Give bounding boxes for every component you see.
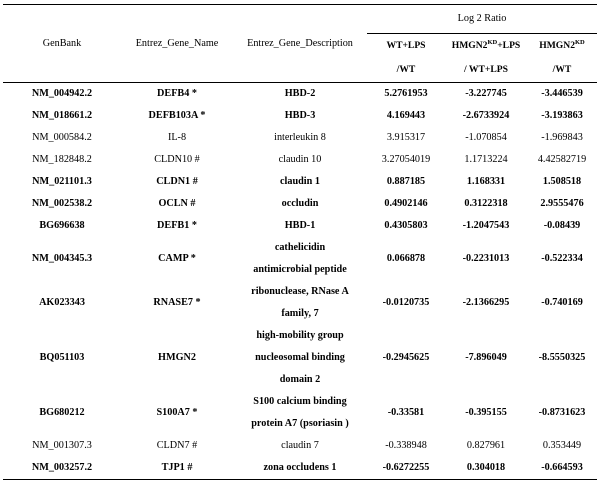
cell-ratio-hmgn2kd: -0.8731623 xyxy=(538,407,586,418)
cell-genbank: NM_004345.3 xyxy=(31,253,93,264)
cell-gene-description xyxy=(233,149,367,171)
cell-gene-description xyxy=(233,391,367,435)
cell-ratio-hmgn2kd-lps: -7.896049 xyxy=(465,352,507,363)
cell-gene-name: HMGN2 xyxy=(158,352,196,363)
description-line: interleukin 8 xyxy=(274,132,326,143)
cell-gene-name: OCLN # xyxy=(158,198,196,209)
cell-genbank: BG680212 xyxy=(39,407,85,418)
header-log2-ratio: Log 2 Ratio xyxy=(367,5,597,34)
cell-ratio-wt-lps: 0.4305803 xyxy=(384,220,428,231)
cell-ratio-hmgn2kd: -8.5550325 xyxy=(538,352,586,363)
header-genbank: GenBank xyxy=(3,5,121,83)
cell-gene-name: DEFB4 * xyxy=(157,88,197,99)
cell-ratio-wt-lps: 4.169443 xyxy=(386,110,426,121)
cell-ratio-wt-lps: 3.27054019 xyxy=(381,154,431,165)
cell-ratio-hmgn2kd-lps: 1.1713224 xyxy=(464,154,508,165)
table-row xyxy=(3,127,597,149)
cell-gene-name: RNASE7 * xyxy=(153,297,201,308)
cell-genbank: NM_002538.2 xyxy=(31,198,93,209)
description-line: HBD-2 xyxy=(284,88,316,99)
cell-gene-description xyxy=(233,215,367,237)
cell-genbank: NM_018661.2 xyxy=(31,110,93,121)
cell-ratio-wt-lps: -0.2945625 xyxy=(382,352,430,363)
cell-gene-name: CLDN10 # xyxy=(154,154,200,165)
cell-gene-name: CLDN7 # xyxy=(156,440,198,451)
cell-ratio-hmgn2kd: -0.522334 xyxy=(541,253,583,264)
cell-ratio-hmgn2kd-lps: -2.1366295 xyxy=(462,297,510,308)
cell-ratio-hmgn2kd-lps: 0.827961 xyxy=(466,440,506,451)
cell-ratio-hmgn2kd-lps: -3.227745 xyxy=(465,88,507,99)
cell-gene-name: IL-8 xyxy=(167,132,187,143)
description-line: nucleosomal binding xyxy=(255,352,345,363)
cell-genbank: NM_000584.2 xyxy=(32,132,92,143)
cell-ratio-hmgn2kd-lps: -2.6733924 xyxy=(462,110,510,121)
cell-gene-name: CAMP * xyxy=(158,253,196,264)
description-line: claudin 1 xyxy=(280,176,320,187)
cell-gene-description xyxy=(233,457,367,480)
table-row xyxy=(3,237,597,281)
header-hmgn2kd-lps-prefix: HMGN2 xyxy=(451,40,488,51)
cell-gene-description xyxy=(233,325,367,391)
cell-gene-name: TJP1 # xyxy=(121,457,233,480)
header-hmgn2kd-lps-denominator: / WT+LPS xyxy=(445,58,527,83)
header-hmgn2kd-prefix: HMGN2 xyxy=(539,40,575,51)
cell-genbank: BG696638 xyxy=(39,220,85,231)
description-line: high-mobility group xyxy=(256,330,344,341)
table-row xyxy=(3,193,597,215)
cell-gene-description xyxy=(233,193,367,215)
table-body xyxy=(3,83,597,480)
cell-genbank: NM_182848.2 xyxy=(32,154,92,165)
header-hmgn2kd-sup: KD xyxy=(575,38,585,46)
description-line: protein A7 (psoriasin ) xyxy=(251,418,349,429)
description-line: zona occludens 1 xyxy=(263,462,337,473)
cell-gene-description xyxy=(233,435,367,457)
table-row xyxy=(3,391,597,435)
cell-ratio-hmgn2kd-lps: 0.304018 xyxy=(445,457,527,480)
cell-gene-description xyxy=(233,281,367,325)
cell-gene-name: DEFB1 * xyxy=(157,220,197,231)
header-wt-lps-denominator: /WT xyxy=(367,58,445,83)
cell-ratio-hmgn2kd-lps: -1.070854 xyxy=(465,132,507,143)
cell-ratio-hmgn2kd: -3.193863 xyxy=(541,110,583,121)
cell-ratio-wt-lps: 5.2761953 xyxy=(384,88,428,99)
cell-ratio-hmgn2kd: -1.969843 xyxy=(541,132,583,143)
cell-genbank: NM_021101.3 xyxy=(32,176,92,187)
cell-ratio-hmgn2kd: -0.740169 xyxy=(541,297,583,308)
description-line: occludin xyxy=(281,198,319,209)
description-line: domain 2 xyxy=(279,374,321,385)
cell-ratio-hmgn2kd-lps: -1.2047543 xyxy=(462,220,510,231)
cell-genbank: AK023343 xyxy=(39,297,85,308)
cell-gene-name: DEFB103A * xyxy=(148,110,206,121)
table-row xyxy=(3,457,597,480)
cell-ratio-hmgn2kd: 0.353449 xyxy=(542,440,582,451)
table-row xyxy=(3,149,597,171)
description-line: claudin 10 xyxy=(278,154,322,165)
header-hmgn2kd-lps xyxy=(445,34,527,59)
table-row xyxy=(3,435,597,457)
table-row xyxy=(3,215,597,237)
cell-ratio-hmgn2kd: -3.446539 xyxy=(541,88,583,99)
table-row xyxy=(3,105,597,127)
description-line: claudin 7 xyxy=(281,440,319,451)
header-hmgn2kd-lps-sup: KD xyxy=(487,38,498,46)
cell-gene-description xyxy=(233,105,367,127)
gene-table-container xyxy=(3,4,597,480)
cell-gene-description xyxy=(233,83,367,106)
cell-gene-description xyxy=(233,127,367,149)
cell-ratio-hmgn2kd-lps: 0.3122318 xyxy=(464,198,508,209)
table-row xyxy=(3,325,597,391)
header-hmgn2kd xyxy=(527,34,597,59)
cell-ratio-hmgn2kd: 2.9555476 xyxy=(540,198,584,209)
cell-ratio-hmgn2kd-lps: 1.168331 xyxy=(466,176,506,187)
cell-gene-name: CLDN1 # xyxy=(156,176,198,187)
description-line: cathelicidin xyxy=(274,242,326,253)
header-wt-lps: WT+LPS xyxy=(386,40,426,51)
cell-ratio-wt-lps: 3.915317 xyxy=(386,132,426,143)
cell-ratio-wt-lps: 0.4902146 xyxy=(384,198,428,209)
cell-ratio-wt-lps: 0.066878 xyxy=(386,253,426,264)
cell-ratio-wt-lps: -0.33581 xyxy=(387,407,425,418)
description-line: HBD-1 xyxy=(284,220,316,231)
cell-ratio-wt-lps: -0.6272255 xyxy=(367,457,445,480)
table-header xyxy=(3,5,597,83)
cell-ratio-wt-lps: -0.0120735 xyxy=(382,297,430,308)
cell-genbank: NM_001307.3 xyxy=(32,440,92,451)
cell-ratio-hmgn2kd: -0.08439 xyxy=(543,220,581,231)
cell-ratio-wt-lps: 0.887185 xyxy=(386,176,426,187)
gene-expression-table xyxy=(3,4,597,480)
cell-ratio-wt-lps: -0.338948 xyxy=(385,440,427,451)
header-hmgn2kd-denominator: /WT xyxy=(527,58,597,83)
description-line: antimicrobial peptide xyxy=(253,264,347,275)
description-line: ribonuclease, RNase A xyxy=(251,286,349,297)
table-row xyxy=(3,83,597,106)
cell-genbank: NM_003257.2 xyxy=(3,457,121,480)
cell-gene-description xyxy=(233,237,367,281)
table-row xyxy=(3,171,597,193)
cell-gene-description xyxy=(233,171,367,193)
description-line: S100 calcium binding xyxy=(253,396,347,407)
table-row xyxy=(3,281,597,325)
cell-ratio-hmgn2kd: 1.508518 xyxy=(542,176,582,187)
cell-ratio-hmgn2kd: 4.42582719 xyxy=(537,154,587,165)
header-gene-description: Entrez_Gene_Description xyxy=(233,5,367,83)
cell-genbank: BQ051103 xyxy=(39,352,85,363)
description-line: HBD-3 xyxy=(284,110,316,121)
cell-ratio-hmgn2kd-lps: -0.2231013 xyxy=(462,253,510,264)
header-hmgn2kd-lps-suffix: +LPS xyxy=(497,40,521,51)
cell-ratio-hmgn2kd: -0.664593 xyxy=(527,457,597,480)
header-gene-name: Entrez_Gene_Name xyxy=(121,5,233,83)
cell-ratio-hmgn2kd-lps: -0.395155 xyxy=(465,407,507,418)
description-line: family, 7 xyxy=(281,308,319,319)
cell-gene-name: S100A7 * xyxy=(156,407,198,418)
cell-genbank: NM_004942.2 xyxy=(31,88,93,99)
